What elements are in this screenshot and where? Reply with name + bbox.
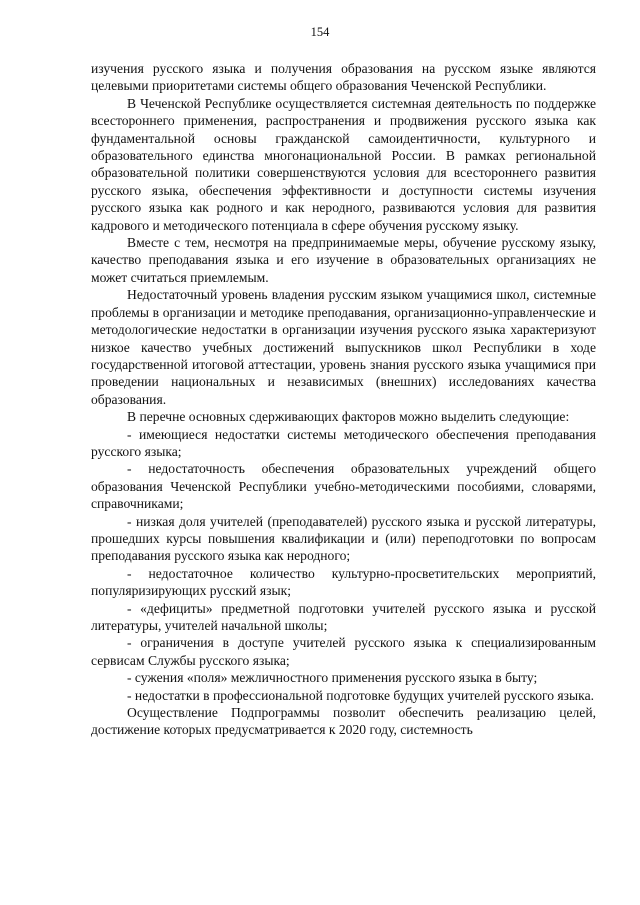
paragraph: Недостаточный уровень владения русским языком учащимися школ, системные проблемы в организации и методике преподавания, организационно-управленческие и методологические недостатки в организации изучения русского языка характеризуют низкое качество учебных достижений выпускников школ Республики в ходе государственной итоговой аттестации, уровень знания русского языка учащимися при проведении национальных и независимых (внешних) исследованиях качества образования. — [91, 287, 596, 407]
paragraph: Вместе с тем, несмотря на предпринимаемые меры, обучение русскому языку, качество преподавания языка и его изучение в образовательных организациях не может считаться приемлемым. — [91, 235, 596, 285]
list-item: - сужения «поля» межличностного применения русского языка в быту; — [127, 670, 538, 686]
page-number: 154 — [310, 25, 330, 39]
paragraph: Осуществление Подпрограммы позволит обеспечить реализацию целей, достижение которых предусматривается к 2020 году, системность — [91, 705, 596, 738]
list-item: - недостатки в профессиональной подготовке будущих учителей русского языка. — [127, 687, 595, 703]
list-item: - недостаточное количество культурно-просветительских мероприятий, популяризирующих русский язык; — [91, 565, 596, 599]
list-item: - ограничения в доступе учителей русского языка к специализированным сервисам Службы русского языка; — [91, 635, 596, 668]
list-item: - имеющиеся недостатки системы методического обеспечения преподавания русского языка; — [91, 426, 596, 459]
paragraph: В Чеченской Республике осуществляется системная деятельность по поддержке всестороннего применения, распространения и продвижения русского языка как фундаментальной основы гражданской самоидентичности, культурного и образовательного единства многонациональной России. В рамках региональной образовательной политики совершенствуются условия для всестороннего развития русского языка, обеспечения эффективности и доступности системы изучения русского языка как родного и как неродного, развиваются условия для развития кадрового и методического потенциала в сфере обучения русскому языку. — [91, 95, 596, 233]
list-item: - «дефициты» предметной подготовки учителей русского языка и русской литературы, учителей начальной школы; — [91, 600, 596, 633]
paragraph-continuation: изучения русского языка и получения образования на русском языке являются целевыми приоритетами системы общего образования Чеченской Республики. — [91, 61, 596, 94]
list-item: - низкая доля учителей (преподавателей) русского языка и русской литературы, прошедших курсы повышения квалификации и (или) переподготовки по вопросам преподавания русского языка как неродного; — [91, 513, 596, 564]
body-text — [91, 60, 596, 739]
list-item: - недостаточность обеспечения образовательных учреждений общего образования Чеченской Республики учебно-методическими пособиями, словарями, справочниками; — [91, 461, 596, 512]
paragraph: В перечне основных сдерживающих факторов можно выделить следующие: — [127, 409, 570, 425]
